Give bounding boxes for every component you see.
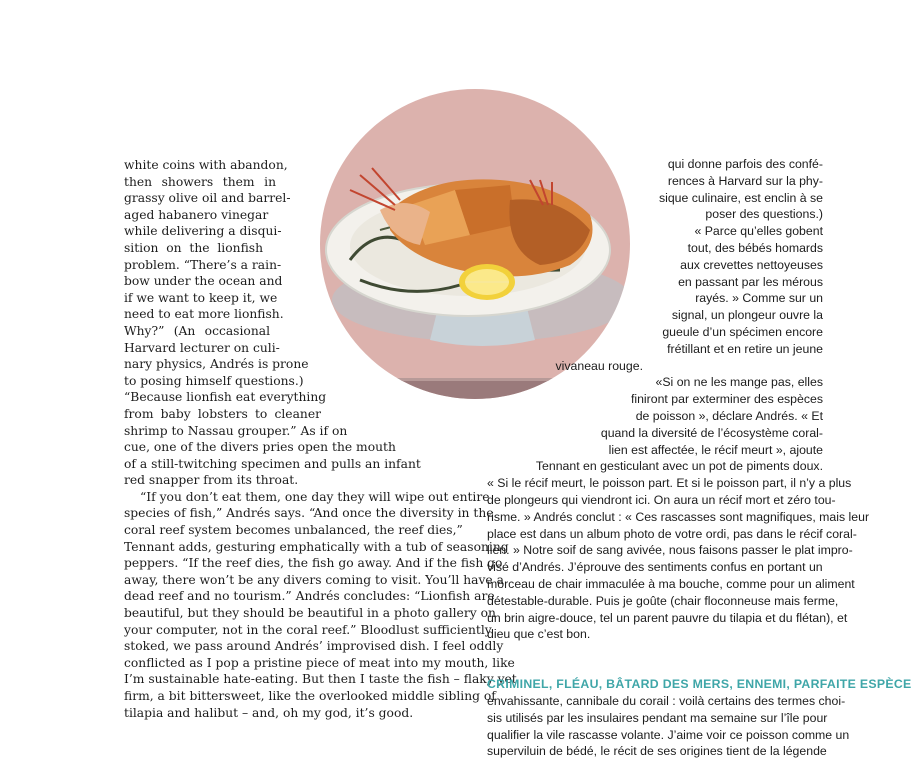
- english-line: beautiful, but they should be beautiful in a photo gallery on: [124, 606, 496, 621]
- english-line: away, there won’t be any divers coming to visit. You’ll have a: [124, 572, 504, 587]
- english-line: of a still-twitching specimen and pulls an infant: [124, 456, 421, 471]
- section-heading: CRIMINEL, FLÉAU, BÂTARD DES MERS, ENNEMI, PARFAITE ESPÈCE: [487, 677, 912, 692]
- english-line: dead reef and no tourism.” Andrés concludes: “Lionfish are: [124, 589, 495, 604]
- english-line: if we want to keep it, we: [124, 290, 278, 305]
- english-line: coral reef system becomes unbalanced, the reef dies,”: [124, 523, 463, 538]
- english-line: need to eat more lionfish.: [124, 307, 284, 322]
- french-line: frétillant et en retire un jeune: [667, 341, 823, 356]
- french-line: « Si le récif meurt, le poisson part. Et si le poisson part, il n’y a plus: [487, 476, 852, 491]
- french-line: lien est affectée, le récif meurt », ajoute: [608, 442, 823, 457]
- english-column: [124, 157, 517, 721]
- french-line: qualifier la vile rascasse volante. J’aime voir ce poisson comme un: [487, 727, 850, 742]
- french-line: finiront par exterminer des espèces: [630, 392, 823, 407]
- french-line: morceau de chair immaculée à ma bouche, comme pour un aliment: [487, 576, 855, 591]
- english-line: “Because lionfish eat everything: [124, 390, 327, 405]
- english-line: problem. “There’s a rain-: [124, 257, 282, 272]
- english-line: then showers them in: [124, 174, 276, 189]
- english-line: grassy olive oil and barrel-: [124, 191, 291, 206]
- english-line: from baby lobsters to cleaner: [124, 406, 321, 421]
- english-line: “If you don’t eat them, one day they will wipe out entire: [140, 489, 490, 504]
- english-line: firm, a bit bittersweet, like the overlooked middle sibling of: [124, 689, 496, 703]
- english-line: bow under the ocean and: [124, 274, 283, 289]
- french-line: quand la diversité de l’écosystème coral-: [600, 425, 823, 440]
- english-line: stoked, we pass around Andrés’ improvised dish. I feel oddly: [124, 639, 504, 654]
- french-line: risme. » Andrés conclut : « Ces rascasses sont magnifiques, mais leur: [487, 509, 870, 524]
- french-line: gueule d’un spécimen encore: [662, 324, 823, 339]
- english-line: nary physics, Andrés is prone: [124, 357, 309, 372]
- french-line: de plongeurs qui viendront ici. On aura un récif mort et zéro tou-: [487, 492, 836, 507]
- french-line: Tennant en gesticulant avec un pot de piments doux.: [535, 459, 823, 474]
- french-line: lien. » Notre soif de sang avivée, nous faisons passer le plat impro-: [487, 543, 853, 558]
- english-line: conflicted as I pop a pristine piece of meat into my mouth, like: [124, 655, 515, 670]
- english-line: I’m sustainable hate-eating. But then I taste the fish – flaky yet: [124, 672, 517, 687]
- english-line: Tennant adds, gesturing emphatically with a tub of seasoning: [124, 539, 509, 554]
- french-line: rences à Harvard sur la phy-: [667, 173, 823, 188]
- english-line: cue, one of the divers pries open the mouth: [124, 440, 396, 455]
- english-line: species of fish,” Andrés says. “And once the diversity in the: [124, 506, 494, 521]
- french-line: détestable-durable. Puis je goûte (chair floconneuse mais ferme,: [487, 593, 839, 608]
- english-line: to posing himself questions.): [124, 373, 304, 388]
- french-line: vivaneau rouge.: [555, 358, 643, 373]
- french-line: un brin aigre-douce, tel un parent pauvre du tilapia et du flétan), et: [487, 610, 848, 625]
- french-line: «Si on ne les mange pas, elles: [655, 375, 823, 390]
- english-line: peppers. “If the reef dies, the fish go away. And if the fish go: [124, 556, 503, 571]
- french-line: rayés. » Comme sur un: [695, 291, 823, 306]
- english-line: aged habanero vinegar: [124, 207, 269, 222]
- french-line: qui donne parfois des confé-: [667, 157, 823, 171]
- french-column: [487, 156, 912, 760]
- french-line: de poisson », déclare Andrés. « Et: [635, 408, 823, 423]
- french-line: poser des questions.): [705, 207, 823, 222]
- english-line: shrimp to Nassau grouper.” As if on: [124, 423, 348, 438]
- english-line: Harvard lecturer on culi-: [124, 340, 280, 355]
- english-line: white coins with abandon,: [124, 158, 288, 172]
- french-line: superviluin de bédé, le récit de ses origines tient de la légende: [487, 744, 827, 759]
- english-line: red snapper from its throat.: [124, 473, 299, 488]
- french-line: sis utilisés par les insulaires pendant ma semaine sur l’île pour: [487, 710, 828, 725]
- english-line: while delivering a disqui-: [124, 224, 282, 239]
- french-line: aux crevettes nettoyeuses: [680, 257, 823, 272]
- english-line: sition on the lionfish: [124, 240, 263, 255]
- french-line: en passant par les mérous: [678, 274, 823, 289]
- french-line: dieu que c’est bon.: [487, 627, 591, 642]
- french-line: envahissante, cannibale du corail : voilà certains des termes choi-: [487, 693, 846, 708]
- french-line: « Parce qu’elles gobent: [694, 224, 823, 239]
- french-line: signal, un plongeur ouvre la: [671, 308, 823, 323]
- french-line: place est dans un album photo de votre ordi, pas dans le récif coral-: [487, 526, 857, 541]
- french-spacer: [487, 643, 823, 676]
- french-line: visé d’Andrés. J’éprouve des sentiments confus en portant un: [487, 560, 823, 575]
- english-line: your computer, not in the coral reef.” Bloodlust sufficiently: [124, 622, 492, 637]
- french-line: tout, des bébés homards: [687, 240, 823, 255]
- english-line: tilapia and halibut – and, oh my god, it’s good.: [124, 705, 414, 720]
- english-line: Why?” (An occasional: [124, 323, 270, 338]
- french-line: sique culinaire, est enclin à se: [658, 190, 823, 205]
